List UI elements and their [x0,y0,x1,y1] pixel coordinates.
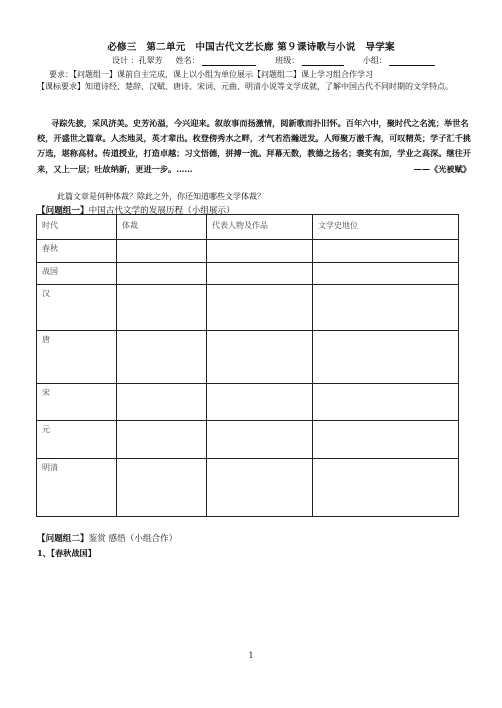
requirement-text: 要求：【问题组一】课前自主完成，课上以小组为单位展示【问题组二】课上学习组合作学习 [49,70,373,79]
header-genre: 体裁 [117,215,207,240]
table-cell[interactable] [313,285,459,331]
table-row [37,285,459,331]
table-cell[interactable] [207,331,313,384]
table-cell[interactable] [313,331,459,384]
table-cell[interactable] [117,421,207,459]
page-number: 1 [248,651,254,660]
table-cell[interactable] [207,263,313,285]
row-era-label: 春秋 [37,240,117,263]
name-field[interactable] [202,57,256,66]
designer-label: 设计 ：孔翠芳 [112,56,163,65]
header-works: 代表人物及作品 [207,215,313,240]
table-cell[interactable] [117,285,207,331]
header-status: 文学史地位 [313,215,459,240]
table-row [37,240,459,263]
group-field[interactable] [389,57,435,66]
table-cell[interactable] [313,459,459,517]
literature-history-table [36,214,459,517]
table-cell[interactable] [207,285,313,331]
table-cell[interactable] [313,240,459,263]
table-cell[interactable] [207,421,313,459]
table-cell[interactable] [313,421,459,459]
curriculum-standard-text: 【课标要求】知道诗经、楚辞、汉赋、唐诗、宋词、元曲、明清小说等文学成就，了解中国古代不同时期的文学特点。 [37,82,453,91]
table-row [37,459,459,517]
table-cell[interactable] [313,263,459,285]
passage-text: 寻踪先披，采风济美。史芳沁溢，今兴迎来。叙故事而扬激情，阅新歌而扑旧怀。百年六中，聚时代之名流；举世名校，开盛世之篇章。人杰地灵，英才辈出。枚登傍秀水之畔，才气若浩瀚迸发。人师聚万澈千淘，可叹精英；学子汇千挑万选，堪称高材。传道授业，打造卓越；习文悟德，拼搏一流。拜幕无数，教德之扬名；褒奖有加，学业之高深。继往开来，又上一层；吐故纳新，更进一步。…… [37,118,471,174]
group1-title: 中国古代文学的发展历程（小组展示） [88,206,235,216]
group-label: 小组： [362,56,387,65]
class-field[interactable] [302,57,344,66]
name-label: 姓名： [175,56,200,65]
group2-item-1: 1、【春秋战国】 [37,548,96,558]
row-era-label: 明清 [37,459,117,517]
table-header-row [37,215,459,240]
table-row [37,384,459,421]
row-era-label: 汉 [37,285,117,331]
header-era: 时代 [37,215,117,240]
table-row [37,421,459,459]
table-cell[interactable] [117,384,207,421]
table-cell[interactable] [117,240,207,263]
table-cell[interactable] [117,263,207,285]
page-title: 必修三 第二单元 中国古代文艺长廊 第９课诗歌与小说 导学案 [107,42,395,53]
table-cell[interactable] [207,240,313,263]
group2-label: 【问题组二】 [37,534,89,544]
passage-block [37,116,471,177]
group2-title: 鉴赏 感悟（小组合作） [88,534,178,544]
passage-signature: ——《光被赋》 [413,163,471,174]
table-row [37,331,459,384]
table-cell[interactable] [117,331,207,384]
row-era-label: 战国 [37,263,117,285]
group1-label: 【问题组一】 [37,206,89,216]
designer-info-line [112,55,435,66]
group2-heading [37,532,177,544]
row-era-label: 元 [37,421,117,459]
table-cell[interactable] [207,459,313,517]
row-era-label: 唐 [37,331,117,384]
class-label: 班级： [275,56,300,65]
table-cell[interactable] [117,459,207,517]
question-text: 此篇文章是何种体裁？除此之外，你还知道哪些文学体裁？ [57,192,265,201]
table-cell[interactable] [313,384,459,421]
table-row [37,263,459,285]
table-cell[interactable] [207,384,313,421]
row-era-label: 宋 [37,384,117,421]
